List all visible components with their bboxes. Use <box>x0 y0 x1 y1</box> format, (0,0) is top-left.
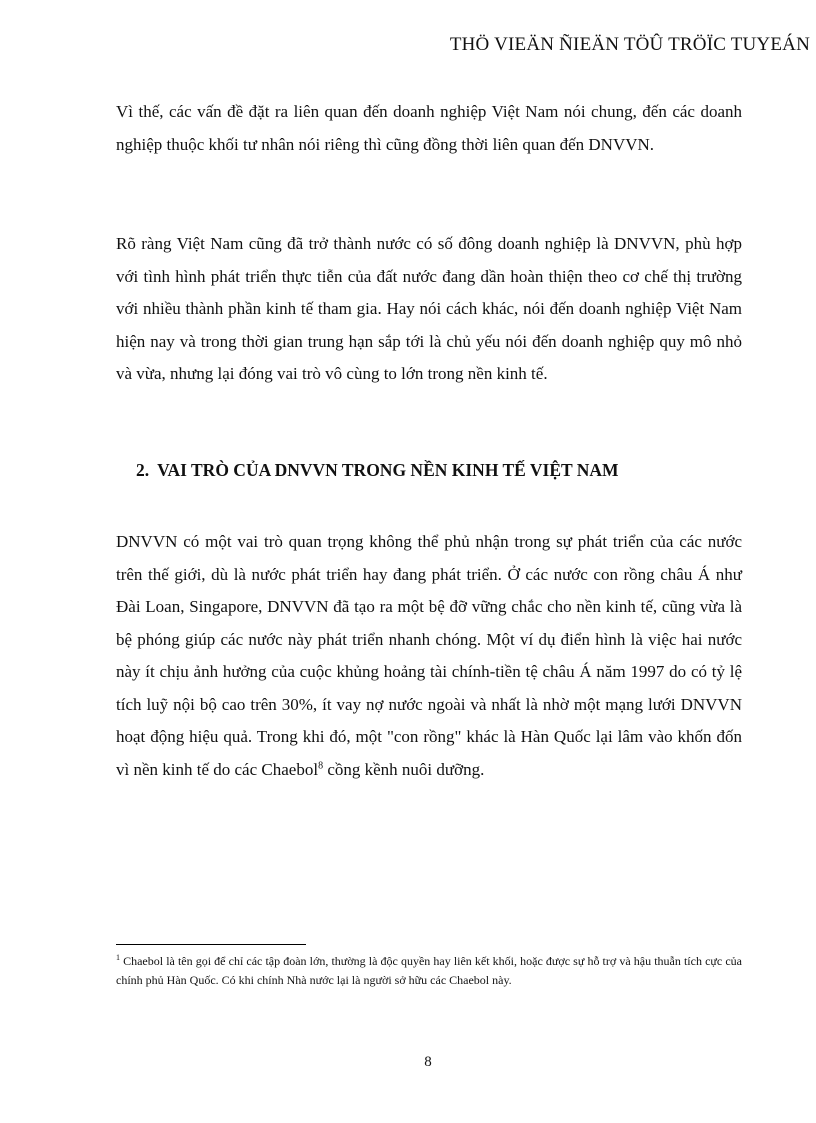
footnote-divider <box>116 944 306 945</box>
paragraph-2: Rõ ràng Việt Nam cũng đã trở thành nước có số đông doanh nghiệp là DNVVN, phù hợp với tình hình phát triển thực tiễn của đất nước đang dần hoàn thiện theo cơ chế thị trường với nhiều thành phần kinh tế tham gia. Hay nói cách khác, nói đến doanh nghiệp Việt Nam hiện nay và trong thời gian trung hạn sắp tới là chủ yếu nói đến doanh nghiệp quy mô nhỏ và vừa, nhưng lại đóng vai trò vô cùng to lớn trong nền kinh tế. <box>116 234 742 383</box>
section-number: 2. <box>136 460 150 480</box>
section-heading <box>136 460 619 481</box>
footnote-reference[interactable]: 8 <box>318 759 324 771</box>
paragraph-3-text: DNVVN có một vai trò quan trọng không thể phủ nhận trong sự phát triển của các nước trên thế giới, dù là nước phát triển hay đang phát triển. Ở các nước con rồng châu Á như Đài Loan, Singapore, DNVVN đã tạo ra một bệ đỡ vững chắc cho nền kinh tế, cũng vừa là bệ phóng giúp các nước này phát triển nhanh chóng. Một ví dụ điển hình là việc hai nước này ít chịu ảnh hưởng của cuộc khủng hoảng tài chính-tiền tệ châu Á năm 1997 do có tỷ lệ tích luỹ nội bộ cao trên 30%, ít vay nợ nước ngoài và nhất là nhờ một mạng lưới DNVVN hoạt động hiệu quả. Trong khi đó, một "con rồng" khác là Hàn Quốc lại lâm vào khốn đốn vì nền kinh tế do các Chaebol <box>116 532 742 779</box>
section-title: VAI TRÒ CỦA DNVVN TRONG NỀN KINH TẾ VIỆT NAM <box>157 460 619 480</box>
paragraph-3 <box>116 526 742 786</box>
footnote-text: Chaebol là tên gọi để chỉ các tập đoàn lớn, thường là độc quyền hay liên kết khối, hoặc được sự hỗ trợ và hậu thuẫn tích cực của chính phủ Hàn Quốc. Có khi chính Nhà nước lại là người sở hữu các Chaebol này. <box>116 954 742 987</box>
footnote <box>116 952 742 990</box>
paragraph-3-text-end: cồng kềnh nuôi dưỡng. <box>323 759 485 779</box>
footnote-marker: 1 <box>116 953 120 962</box>
paragraph-1: Vì thế, các vấn đề đặt ra liên quan đến doanh nghiệp Việt Nam nói chung, đến các doanh nghiệp thuộc khối tư nhân nói riêng thì cũng đồng thời liên quan đến DNVVN. <box>116 102 742 154</box>
page-number: 8 <box>424 1054 432 1070</box>
page-header: THÖ VIEÄN ÑIEÄN TÖÛ TRÖÏC TUYEÁN <box>449 34 810 55</box>
